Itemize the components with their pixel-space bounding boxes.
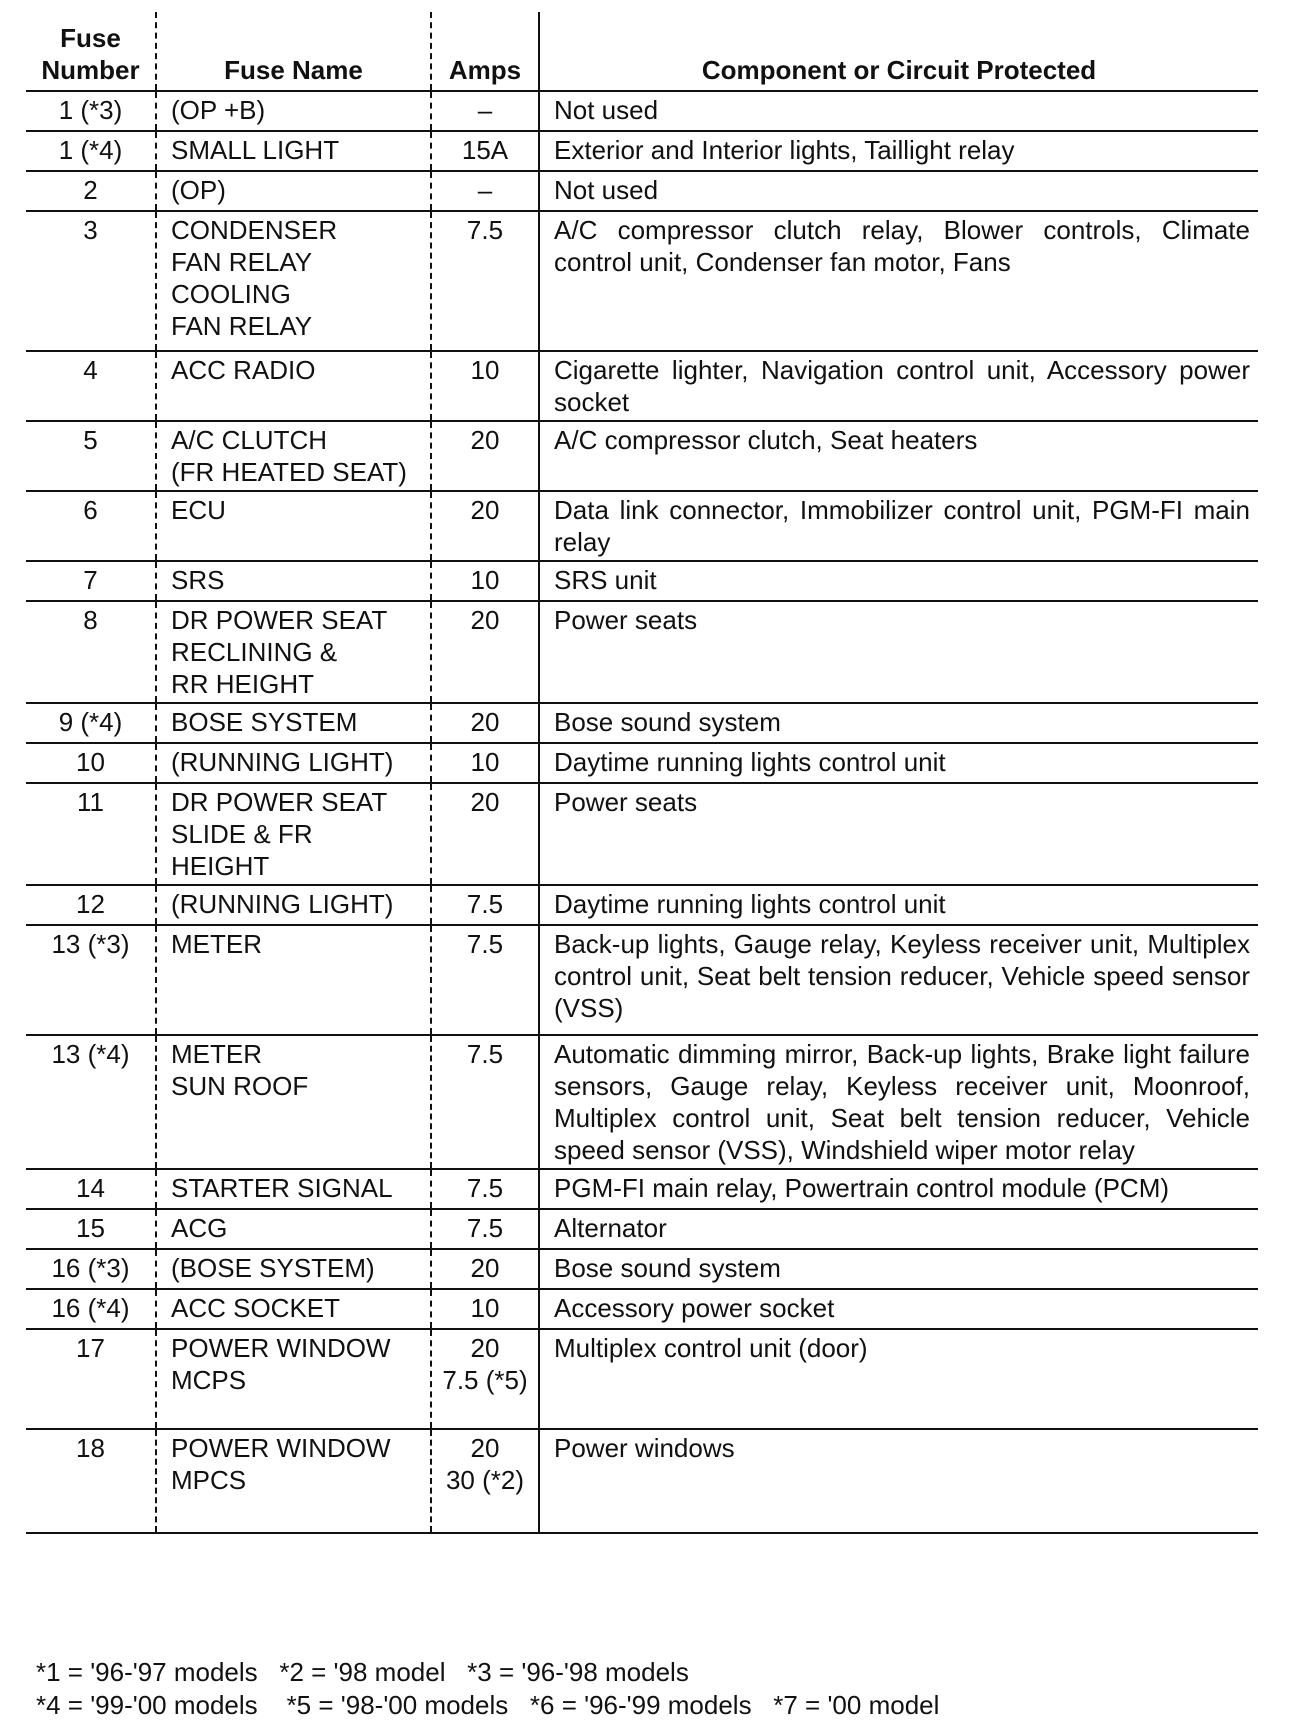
fuse-number-cell: 12 [26, 885, 156, 925]
fuse-name-cell [156, 211, 431, 351]
table-row [26, 925, 1258, 1035]
fuse-name-cell [156, 421, 431, 491]
footnote-line-1: *1 = '96-'97 models *2 = '98 model *3 = '96-'98 models [36, 1657, 689, 1687]
amps-value: 7.5 (*5) [442, 1365, 528, 1395]
fuse-name-line: ACC SOCKET [171, 1293, 341, 1323]
fuse-name-line: SUN ROOF [171, 1071, 309, 1101]
amps-value: 20 [470, 787, 500, 817]
table-row [26, 1249, 1258, 1289]
fuse-number-cell: 13 (*4) [26, 1035, 156, 1169]
fuse-number-cell: 16 (*3) [26, 1249, 156, 1289]
amps-cell [431, 703, 539, 743]
component-cell: Daytime running lights control unit [539, 743, 1258, 783]
amps-value: 10 [470, 1293, 500, 1323]
fuse-number-cell: 6 [26, 491, 156, 561]
fuse-name-line: BOSE SYSTEM [171, 707, 358, 737]
component-cell: Daytime running lights control unit [539, 885, 1258, 925]
table-row [26, 1035, 1258, 1169]
fuse-name-cell [156, 925, 431, 1035]
fuse-name-line: POWER WINDOW [171, 1333, 391, 1363]
table-row [26, 703, 1258, 743]
fuse-name-cell [156, 1035, 431, 1169]
amps-cell [431, 1429, 539, 1533]
table-row [26, 91, 1258, 131]
fuse-name-line: (OP +B) [171, 95, 266, 125]
fuse-name-line: (RUNNING LIGHT) [171, 747, 394, 777]
header-fuse-number [26, 12, 156, 91]
fuse-name-cell [156, 1169, 431, 1209]
fuse-name-line: (BOSE SYSTEM) [171, 1253, 375, 1283]
amps-value: 20 [470, 1433, 500, 1463]
fuse-name-line: HEIGHT [171, 851, 270, 881]
component-cell: Power windows [539, 1429, 1258, 1533]
fuse-name-line: SLIDE & FR [171, 819, 313, 849]
component-cell: A/C compressor clutch relay, Blower controls, Climate control unit, Condenser fan motor, Fans [539, 211, 1258, 351]
fuse-name-cell [156, 601, 431, 703]
amps-cell [431, 1289, 539, 1329]
component-cell: Accessory power socket [539, 1289, 1258, 1329]
fuse-number-cell: 18 [26, 1429, 156, 1533]
amps-cell [431, 351, 539, 421]
header-fuse-label: Fuse [60, 23, 121, 53]
table-row [26, 561, 1258, 601]
fuse-name-line: SMALL LIGHT [171, 135, 340, 165]
component-cell: Not used [539, 91, 1258, 131]
fuse-name-cell [156, 491, 431, 561]
header-component: Component or Circuit Protected [539, 12, 1258, 91]
component-cell: A/C compressor clutch, Seat heaters [539, 421, 1258, 491]
fuse-number-cell: 4 [26, 351, 156, 421]
amps-value: 20 [470, 707, 500, 737]
amps-cell [431, 783, 539, 885]
amps-value: 20 [470, 1253, 500, 1283]
fuse-name-line: DR POWER SEAT [171, 605, 388, 635]
table-row [26, 601, 1258, 703]
component-cell: Alternator [539, 1209, 1258, 1249]
amps-value: 20 [470, 605, 500, 635]
fuse-number-cell: 7 [26, 561, 156, 601]
table-row [26, 211, 1258, 351]
amps-value: – [477, 95, 493, 125]
table-row [26, 421, 1258, 491]
amps-cell [431, 171, 539, 211]
fuse-number-cell: 9 (*4) [26, 703, 156, 743]
fuse-name-line: (FR HEATED SEAT) [171, 457, 407, 487]
table-header [26, 12, 1258, 91]
amps-cell [431, 421, 539, 491]
table-row [26, 1329, 1258, 1429]
fuse-name-cell [156, 783, 431, 885]
table-row [26, 1169, 1258, 1209]
fuse-number-cell: 15 [26, 1209, 156, 1249]
fuse-number-cell: 3 [26, 211, 156, 351]
amps-cell [431, 1209, 539, 1249]
table-row [26, 351, 1258, 421]
amps-value: 7.5 [466, 1173, 504, 1203]
fuse-name-cell [156, 703, 431, 743]
fuse-name-line: FAN RELAY [171, 247, 313, 277]
fuse-name-cell [156, 1249, 431, 1289]
fuse-name-cell [156, 1289, 431, 1329]
fuse-number-cell: 17 [26, 1329, 156, 1429]
fuse-number-cell: 1 (*3) [26, 91, 156, 131]
fuse-name-cell [156, 131, 431, 171]
table-row [26, 743, 1258, 783]
table-row [26, 491, 1258, 561]
amps-value: 20 [470, 495, 500, 525]
component-cell: Cigarette lighter, Navigation control unit, Accessory power socket [539, 351, 1258, 421]
fuse-name-line: STARTER SIGNAL [171, 1173, 393, 1203]
fuse-name-line: RR HEIGHT [171, 669, 314, 699]
amps-value: 10 [470, 747, 500, 777]
component-cell: Automatic dimming mirror, Back-up lights, Brake light failure sensors, Gauge relay, Keyless receiver unit, Moonroof, Multiplex control unit, Seat belt tension reducer, Vehicle speed sensor (VSS), Windshield wiper motor relay [539, 1035, 1258, 1169]
amps-value: 7.5 [466, 929, 504, 959]
fuse-number-cell: 8 [26, 601, 156, 703]
fuse-name-line: SRS [171, 565, 225, 595]
component-cell: Power seats [539, 601, 1258, 703]
component-cell: Power seats [539, 783, 1258, 885]
amps-value: 7.5 [466, 1213, 504, 1243]
fuse-number-cell: 11 [26, 783, 156, 885]
table-row [26, 1289, 1258, 1329]
footnote-line-2: *4 = '99-'00 models *5 = '98-'00 models *6 = '96-'99 models *7 = '00 model [36, 1690, 940, 1720]
header-amps: Amps [431, 12, 539, 91]
amps-cell [431, 91, 539, 131]
amps-cell [431, 1249, 539, 1289]
fuse-table [26, 12, 1258, 1534]
fuse-name-line: MCPS [171, 1365, 247, 1395]
fuse-name-line: COOLING [171, 279, 291, 309]
fuse-name-line: ECU [171, 495, 226, 525]
table-row [26, 131, 1258, 171]
fuse-name-cell [156, 1329, 431, 1429]
fuse-name-cell [156, 1429, 431, 1533]
fuse-number-cell: 5 [26, 421, 156, 491]
amps-value: 7.5 [466, 889, 504, 919]
fuse-name-cell [156, 561, 431, 601]
amps-value: 15A [461, 135, 509, 165]
amps-value: 7.5 [466, 1039, 504, 1069]
amps-value: 20 [470, 425, 500, 455]
amps-cell [431, 1035, 539, 1169]
amps-cell [431, 561, 539, 601]
fuse-name-line: (OP) [171, 175, 226, 205]
fuse-name-line: METER [171, 929, 262, 959]
table-row [26, 1209, 1258, 1249]
fuse-name-line: ACC RADIO [171, 355, 316, 385]
fuse-number-cell: 14 [26, 1169, 156, 1209]
table-row [26, 1429, 1258, 1533]
amps-value: 10 [470, 565, 500, 595]
component-cell: Not used [539, 171, 1258, 211]
amps-value: 20 [470, 1333, 500, 1363]
amps-cell [431, 1329, 539, 1429]
fuse-number-cell: 2 [26, 171, 156, 211]
amps-cell [431, 743, 539, 783]
footnotes [36, 1656, 1276, 1722]
table-row [26, 885, 1258, 925]
fuse-name-line: DR POWER SEAT [171, 787, 388, 817]
amps-value: – [477, 175, 493, 205]
fuse-name-line: (RUNNING LIGHT) [171, 889, 394, 919]
fuse-name-line: ACG [171, 1213, 228, 1243]
component-cell: SRS unit [539, 561, 1258, 601]
fuse-name-line: FAN RELAY [171, 311, 313, 341]
fuse-name-cell [156, 1209, 431, 1249]
fuse-number-cell: 13 (*3) [26, 925, 156, 1035]
amps-cell [431, 925, 539, 1035]
amps-cell [431, 601, 539, 703]
fuse-name-line: METER [171, 1039, 262, 1069]
header-number-label: Number [41, 55, 140, 85]
fuse-name-cell [156, 91, 431, 131]
fuse-name-cell [156, 743, 431, 783]
amps-cell [431, 491, 539, 561]
amps-value: 10 [470, 355, 500, 385]
fuse-name-line: RECLINING & [171, 637, 338, 667]
fuse-name-line: CONDENSER [171, 215, 338, 245]
table-row [26, 783, 1258, 885]
table-row [26, 171, 1258, 211]
amps-cell [431, 211, 539, 351]
amps-value: 7.5 [466, 215, 504, 245]
component-cell: Bose sound system [539, 1249, 1258, 1289]
fuse-name-cell [156, 171, 431, 211]
fuse-number-cell: 1 (*4) [26, 131, 156, 171]
fuse-name-line: POWER WINDOW [171, 1433, 391, 1463]
fuse-name-line: MPCS [171, 1465, 247, 1495]
amps-cell [431, 131, 539, 171]
header-fuse-name: Fuse Name [156, 12, 431, 91]
component-cell: PGM-FI main relay, Powertrain control module (PCM) [539, 1169, 1258, 1209]
table-body [26, 91, 1258, 1533]
amps-value: 30 (*2) [445, 1465, 525, 1495]
fuse-name-line: A/C CLUTCH [171, 425, 328, 455]
fuse-name-cell [156, 885, 431, 925]
component-cell: Exterior and Interior lights, Taillight relay [539, 131, 1258, 171]
component-cell: Back-up lights, Gauge relay, Keyless receiver unit, Multiplex control unit, Seat belt tension reducer, Vehicle speed sensor (VSS) [539, 925, 1258, 1035]
amps-cell [431, 1169, 539, 1209]
component-cell: Multiplex control unit (door) [539, 1329, 1258, 1429]
component-cell: Data link connector, Immobilizer control unit, PGM-FI main relay [539, 491, 1258, 561]
fuse-number-cell: 10 [26, 743, 156, 783]
component-cell: Bose sound system [539, 703, 1258, 743]
fuse-name-cell [156, 351, 431, 421]
fuse-number-cell: 16 (*4) [26, 1289, 156, 1329]
amps-cell [431, 885, 539, 925]
